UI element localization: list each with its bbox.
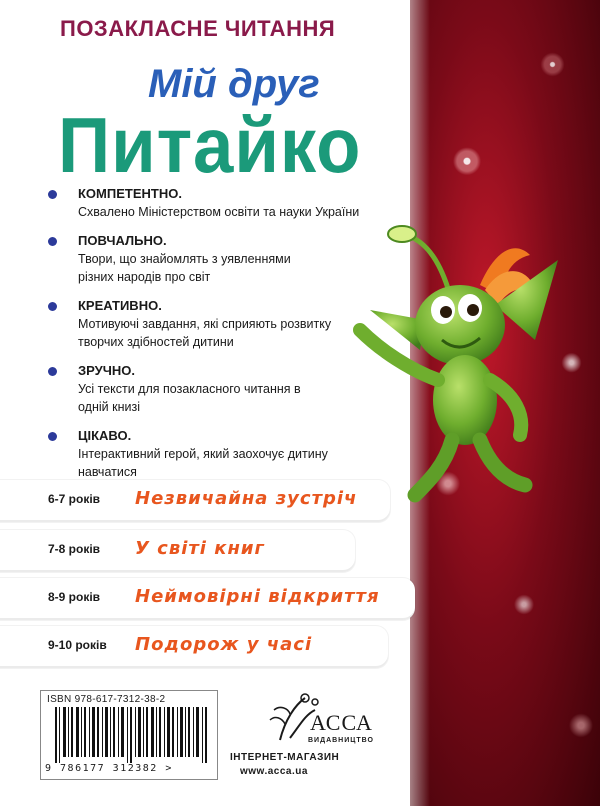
series-book-row [0, 578, 415, 620]
series-book-row [0, 530, 355, 572]
feature-item [48, 298, 408, 351]
bullet-icon [48, 190, 57, 199]
publisher-caption: ВИДАВНИЦТВО [308, 737, 374, 744]
feature-heading: ПОВЧАЛЬНО. [78, 233, 167, 248]
series-book-row [0, 626, 388, 668]
online-shop-label: ІНТЕРНЕТ-МАГАЗИН [230, 752, 340, 763]
book-title: Питайко [58, 101, 362, 189]
feature-heading: КОМПЕТЕНТНО. [78, 186, 182, 201]
publisher-block [200, 690, 450, 785]
bullet-icon [48, 367, 57, 376]
feature-item [48, 428, 408, 481]
book-subtitle: Мій друг [148, 62, 320, 106]
feature-text: Мотивуючі завдання, які сприяють розвитку творчих здібностей дитини [78, 317, 332, 349]
feature-list [48, 186, 408, 493]
book-age: 7-8 років [48, 542, 101, 556]
book-age: 8-9 років [48, 590, 101, 604]
feature-text: Твори, що знайомлять з уявленнями різних народів про світ [78, 252, 291, 284]
feature-heading: ЗРУЧНО. [78, 363, 135, 378]
publisher-website: www.acca.ua [240, 766, 308, 777]
barcode-digits: 9 786177 312382 > [45, 763, 173, 774]
barcode [40, 690, 218, 780]
publisher-name: АССА [310, 710, 373, 735]
series-book-row [0, 480, 390, 522]
barcode-bars [55, 707, 207, 763]
book-name: Подорож у часі [135, 634, 313, 655]
series-title: ПОЗАКЛАСНЕ ЧИТАННЯ [60, 16, 336, 41]
feature-heading: ЦІКАВО. [78, 428, 132, 443]
feature-text: Схвалено Міністерством освіти та науки України [78, 205, 360, 219]
bullet-icon [48, 432, 57, 441]
isbn-number: ISBN 978-617-7312-38-2 [47, 694, 166, 705]
feature-text: Інтерактивний герой, який заохочує дитину навчатися [78, 447, 328, 479]
book-age: 6-7 років [48, 492, 101, 506]
book-name: У світі книг [135, 538, 265, 559]
feature-text: Усі тексти для позакласного читання в одній книзі [78, 382, 301, 414]
book-age: 9-10 років [48, 638, 107, 652]
bullet-icon [48, 237, 57, 246]
feature-item [48, 363, 408, 416]
book-name: Неймовірні відкриття [135, 586, 380, 607]
book-name: Незвичайна зустріч [135, 488, 358, 509]
bullet-icon [48, 302, 57, 311]
feature-item [48, 233, 408, 286]
feature-heading: КРЕАТИВНО. [78, 298, 162, 313]
feature-item [48, 186, 408, 221]
